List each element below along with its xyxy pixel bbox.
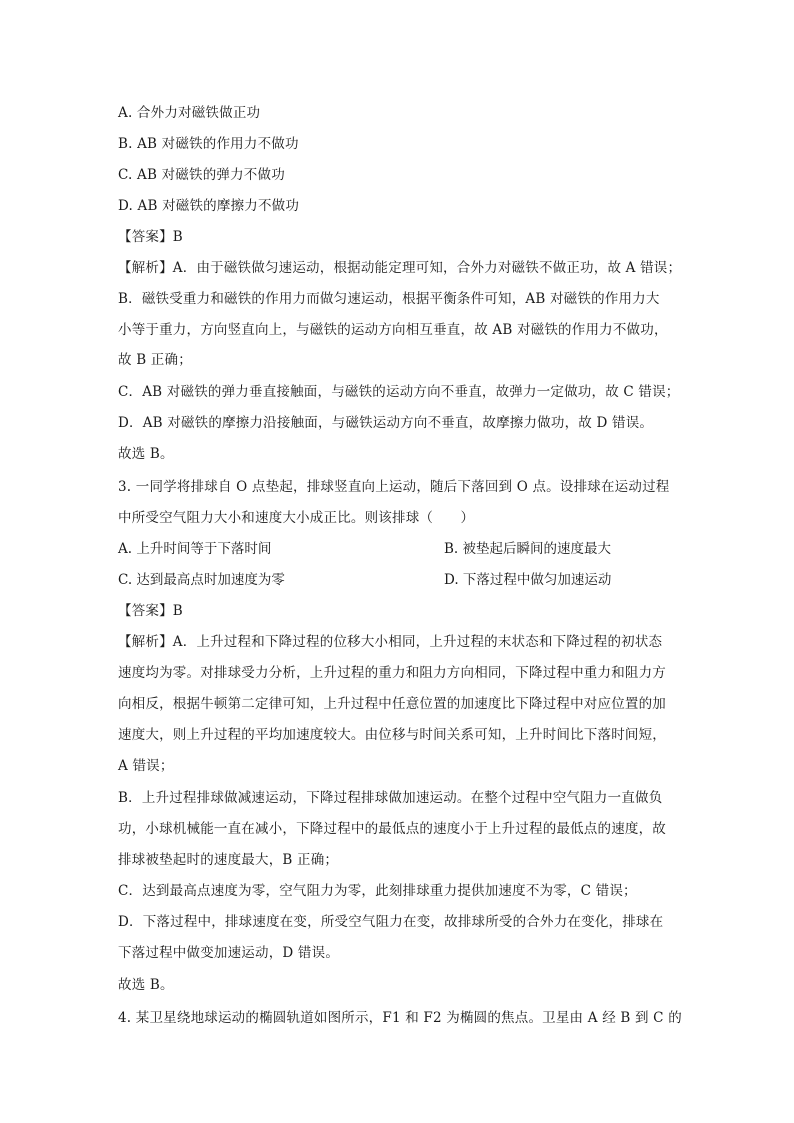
q2-analysis-line: B．磁铁受重力和磁铁的作用力而做匀速运动，根据平衡条件可知，AB 对磁铁的作用力大 [118,291,660,307]
q3-stem-line: 中所受空气阻力大小和速度大小成正比。则该排球（ ） [118,510,475,526]
q4-stem-line: 4. 某卫星绕地球运动的椭圆轨道如图所示，F1 和 F2 为椭圆的焦点。卫星由 A 经 B 到 C 的 [118,1010,682,1026]
q3-analysis-line: D．下落过程中，排球速度在变，所受空气阻力在变，故排球所受的合外力在变化，排球在 [118,914,664,930]
q2-option-d: D. AB 对磁铁的摩擦力不做功 [118,198,300,214]
q3-option-d: D. 下落过程中做匀加速运动 [444,572,612,588]
q2-option-b: B. AB 对磁铁的作用力不做功 [118,136,299,152]
q3-analysis-line: 向相反，根据牛顿第二定律可知，上升过程中任意位置的加速度比下降过程中对应位置的加 [118,696,666,712]
q2-option-c: C. AB 对磁铁的弹力不做功 [118,167,285,183]
q3-analysis-line: 速度均为零。对排球受力分析，上升过程的重力和阻力方向相同，下降过程中重力和阻力方 [118,665,666,681]
q2-analysis-line: 【解析】A．由于磁铁做匀速运动，根据动能定理可知，合外力对磁铁不做正功，故 A 错误； [118,260,682,276]
q3-analysis-line: 【解析】A．上升过程和下降过程的位移大小相同，上升过程的末状态和下降过程的初状态 [118,634,663,650]
q3-option-c: C. 达到最高点时加速度为零 [118,572,285,588]
q3-answer: 【答案】B [118,603,183,619]
q3-option-a: A. 上升时间等于下落时间 [118,541,272,557]
q2-conclusion: 故选 B。 [118,446,174,462]
q3-option-b: B. 被垫起后瞬间的速度最大 [444,541,612,557]
q3-analysis-line: 功，小球机械能一直在减小，下降过程中的最低点的速度小于上升过程的最低点的速度，故 [118,821,666,837]
q3-analysis-line: 下落过程中做变加速运动，D 错误。 [118,945,340,961]
q3-conclusion: 故选 B。 [118,977,174,993]
q3-analysis-line: B．上升过程排球做减速运动，下降过程排球做加速运动。在整个过程中空气阻力一直做负 [118,790,663,806]
q2-option-a: A. 合外力对磁铁做正功 [118,105,261,121]
q3-analysis-line: A 错误； [118,758,174,774]
q3-stem-line: 3. 一同学将排球自 O 点垫起，排球竖直向上运动，随后下落回到 O 点。设排球在运动过程 [118,479,670,495]
q2-analysis-line: 故 B 正确； [118,352,192,368]
q2-analysis-line: C．AB 对磁铁的弹力垂直接触面，与磁铁的运动方向不垂直，故弹力一定做功，故 C 错误； [118,384,680,400]
q3-analysis-line: 排球被垫起时的速度最大，B 正确； [118,852,339,868]
q3-analysis-line: C．达到最高点速度为零，空气阻力为零，此刻排球重力提供加速度不为零，C 错误； [118,883,637,899]
q3-analysis-line: 速度大，则上升过程的平均加速度较大。由位移与时间关系可知，上升时间比下落时间短， [118,727,666,743]
q2-analysis-line: D．AB 对磁铁的摩擦力沿接触面，与磁铁运动方向不垂直，故摩擦力做功，故 D 错误。 [118,415,654,431]
q2-analysis-line: 小等于重力，方向竖直向上，与磁铁的运动方向相互垂直，故 AB 对磁铁的作用力不做功， [118,322,668,338]
q2-answer: 【答案】B [118,229,183,245]
